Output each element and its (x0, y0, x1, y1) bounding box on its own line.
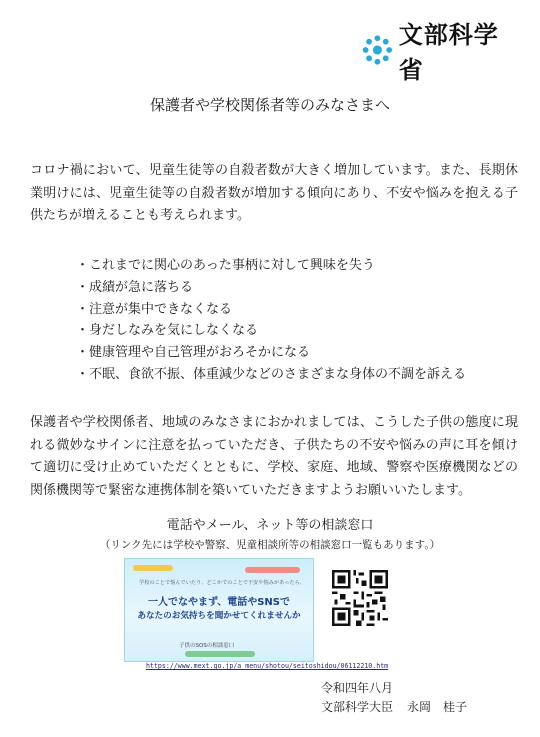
pencil-stripe (245, 567, 300, 573)
page-title: 保護者や学校関係者等のみなさまへ (149, 96, 390, 114)
mext-sun-logo-icon (362, 33, 393, 67)
list-item: ・ 健康管理や自己管理がおろそかになる (76, 342, 466, 364)
banner-subline: 学校のことで悩んでいたり、どこかでのことで不安や悩みがあったら、 (139, 580, 305, 586)
qr-code-icon[interactable] (332, 570, 388, 626)
intro-paragraph: コロナ禍において、児童生徒等の自殺者数が大きく増加しています。また、長期休業明けには、児童生徒等の自殺者数が増加する傾向にあり、不安や悩みを抱える子供たちが増えることも考えられます。 (30, 163, 518, 224)
list-item: ・ 不眠、食欲不振、体重減少などのさまざまな身体の不調を訴える (76, 364, 466, 386)
signer-name: 永岡 桂子 (407, 700, 468, 714)
consultation-heading: 電話やメール、ネット等の相談窓口 (166, 518, 374, 533)
pencil-stripe (133, 565, 173, 571)
ministry-name: 文部科学省 (398, 21, 499, 84)
pencil-stripe (185, 651, 255, 657)
signature-line (321, 698, 467, 715)
list-item: ・ これまでに関心のあった事柄に対して興味を失う (76, 255, 466, 277)
banner-headline: 一人でなやまず、電話やSNSで (148, 597, 290, 608)
banner-footer: 子供のSOSの相談窓口 (179, 643, 235, 649)
ministry-logo (362, 21, 512, 84)
consultation-banner[interactable] (124, 558, 314, 662)
list-item: ・ 身だしなみを気にしなくなる (76, 320, 466, 342)
list-item: ・ 成績が急に落ちる (76, 277, 466, 299)
request-paragraph: 保護者や学校関係者、地域のみなさまにおかれましては、こうした子供の態度に現れる微妙なサインに注意を払っていただき、子供たちの不安や悩みの声に耳を傾けて適切に受け止めていただくとともに、学校、家庭、地域、警察や医療機関などの関係機関等で緊密な連携体制を築いていただきますようお願いいたします。 (30, 415, 518, 498)
issue-date: 令和四年八月 (321, 681, 394, 695)
warning-signs-list (76, 255, 466, 386)
signer-title: 文部科学大臣 (321, 700, 394, 714)
consultation-note: （リンク先には学校や警察、児童相談所等の相談窓口一覧もあります。） (99, 539, 441, 551)
consultation-link[interactable]: https://www.mext.go.jp/a_menu/shotou/seitoshidou/06112210.htm (146, 662, 389, 670)
banner-subheadline: あなたのお気持ちを聞かせてくれませんか (137, 611, 301, 621)
list-item: ・ 注意が集中できなくなる (76, 299, 466, 321)
